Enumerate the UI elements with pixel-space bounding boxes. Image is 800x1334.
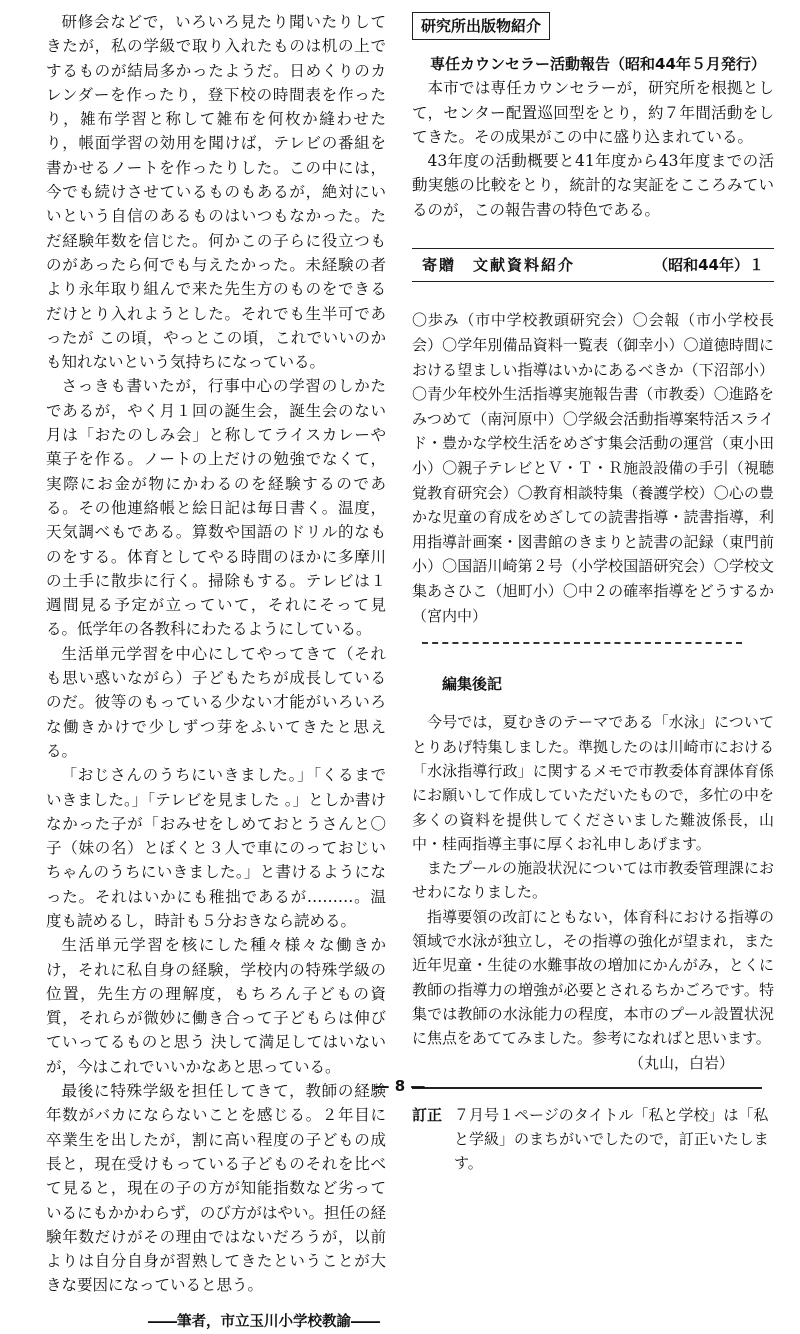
publication-paragraph: 本市では専任カウンセラーが，研究所を根拠として，センター配置巡回型をとり，約７年間活動をしてきた。その成果がこの中に盛り込まれている。 xyxy=(412,79,774,146)
editor-paragraph: 今号では，夏むきのテーマである「水泳」についてとりあげ特集しました。準拠したのは川崎市における「水泳指導行政」に関するメモで市教委体育課体育係にお願いして作成していただいたもので，多忙の中を多くの資料を提供してくださいました難波係長，山中・桂両指導主事に厚くお礼申しあげます。 xyxy=(412,713,774,853)
article-paragraph: 最後に特殊学級を担任してきて，教師の経験年数がバカにならないことを感じる。２年目に卒業生を出したが，割に高い程度の子どもの成長と，現在受けもっている子どものそれを比べて見ると，現在の子の方が知能指数など劣っているにもかかわらず，のび方がはやい。担任の経験年数だけがその理由ではないだろうが，以前よりは自分自身が習熟してきたということが大きな要因になっていると思う。 xyxy=(46,1082,386,1295)
article-paragraph: さっきも書いたが，行事中心の学習のしかたであるが，やく月１回の誕生会，誕生会のない月は「おたのしみ会」と称してライスカレーや菓子を作る。ノートの上だけの勉強でなくて，実際にお金が物にかわるのを経験するのである。その他連絡帳と絵日記は毎日書く。温度，天気調べもである。算数や国語のドリル的なものをする。体育としてやる時間のほかに多摩川の土手に散歩に行く。掃除もする。テレビは１週間見る予定が立っていて，それにそって見る。低学年の各教科にわたるようにしている。 xyxy=(46,377,386,639)
correction-notice xyxy=(412,1103,774,1176)
article-paragraph: 研修会などで，いろいろ見たり聞いたりしてきたが，私の学級で取り入れたものは机の上でするものが結局多かったようだ。日めくりのカレンダーを作ったり，登下校の時間表を作ったり，雑布学習と称して雑布を何枚か縫わせたり，帳面学習の効用を聞けば，テレビの番組を書かせるノートを作ったりした。この中には，今でも続けさせているものもあるが，絶対にいいという自信のあるものはいつもなかった。ただ経験年数を信じた。何かこの子らに役立つものがあったら何でも与えたかった。未経験の者より永年取り組んで来た先生方のものをできるだけとり入れようとした。それでも生半可であったが この頃，やっとこの頃，これでいいのかも知れないという気持ちになっている。 xyxy=(46,13,386,372)
editor-note-heading: 編集後記 xyxy=(442,675,503,694)
literature-label: 寄贈 文献資料紹介 xyxy=(422,256,576,275)
article-column xyxy=(46,10,386,1334)
sidebar-column xyxy=(412,12,774,1176)
literature-year: （昭和44年）１ xyxy=(653,256,764,275)
editor-paragraph: 指導要領の改訂にともない，体育科における指導の領域で水泳が独立し，その指導の強化が望まれ，また近年児童・生徒の水難事故の増加にかんがみ，とくに教師の指導力の増強が必要とされるちかごろです。特集では教師の水泳能力の程度，本市のプール設置状況に焦点をあててみました。参考になればと思います。 xyxy=(412,907,774,1048)
page-number: — 8 — xyxy=(374,1077,426,1095)
publications-label: 研究所出版物紹介 xyxy=(412,12,550,40)
author-signature: ――筆者，市立玉川小学校教諭―― xyxy=(148,1313,380,1330)
article-paragraph: 生活単元学習を中心にしてやってきて（それも思い惑いながら）子どもたちが成長しているのだ。彼等のもっている少ない才能がいろいろな働きかけで少しずつ芽をふいてきたと思える。 xyxy=(46,644,386,760)
editor-paragraph: またプールの施設状況については市教委管理課におせわになりました。 xyxy=(412,859,774,902)
editor-note xyxy=(412,710,774,1074)
editor-names: （丸山，白岩） xyxy=(628,1053,734,1072)
article-paragraph: 「おじさんのうちにいきました。」「くるまでいきました。」「テレビを見ました 。」としか書けなかった子が「おみせをしめておとうさんと〇子（妹の名）とぼくと３人で車にのっておじいちゃんのうちにいきました。」と書けるようになった。それはいかにも稚拙であるが………。温度も読めるし，時計も５分おきなら読める。 xyxy=(46,766,386,930)
correction-label: 訂正 xyxy=(412,1105,443,1124)
publications-section xyxy=(412,12,774,222)
correction-text: ７月号１ページのタイトル「私と学校」は「私と学級」のまちがいでしたので，訂正いたします。 xyxy=(454,1105,769,1173)
section-divider xyxy=(422,642,742,644)
publication-paragraph: 43年度の活動概要と41年度から43年度までの活動実態の比較をとり，統計的な実証をこころみているのが，この報告書の特色である。 xyxy=(412,152,774,219)
literature-list: 〇歩み（市中学校教頭研究会）〇会報（市小学校長会）〇学年別備品資料一覧表（御幸小）〇道徳時間における望ましい指導はいかにあるべきか（下沼部小）〇青少年校外生活指導実施報告書（市教委）〇進路をみつめて（南河原中）〇学級会活動指導案特活スライド・豊かな学校生活をめざす集会活動の運営（東小田小）〇親子テレビとＶ・Ｔ・Ｒ施設設備の手引（視聴覚教育研究会）〇教育相談特集（養護学校）〇心の豊かな児童の育成をめざしての読書指導・読書指導，利用指導計画案・図書館のきまりと読書の記録（東門前小）〇国語川崎第２号（小学校国語研究会）〇学校文集あさひこ（旭町小）〇中２の確率指導をどうするか（宮内中） xyxy=(412,311,774,625)
publication-title: 専任カウンセラー活動報告（昭和44年５月発行） xyxy=(430,55,766,73)
literature-header-bar xyxy=(412,248,774,282)
article-paragraph: 生活単元学習を核にした種々様々な働きかけ，それに私自身の経験，学校内の特殊学級の位置，先生方の理解度，もちろん子どもの資質，それらが微妙に働き合って子どもらは伸びていってるものと思う 決して満足してはいないが，今はこれでいいかなあと思っている。 xyxy=(46,936,386,1076)
